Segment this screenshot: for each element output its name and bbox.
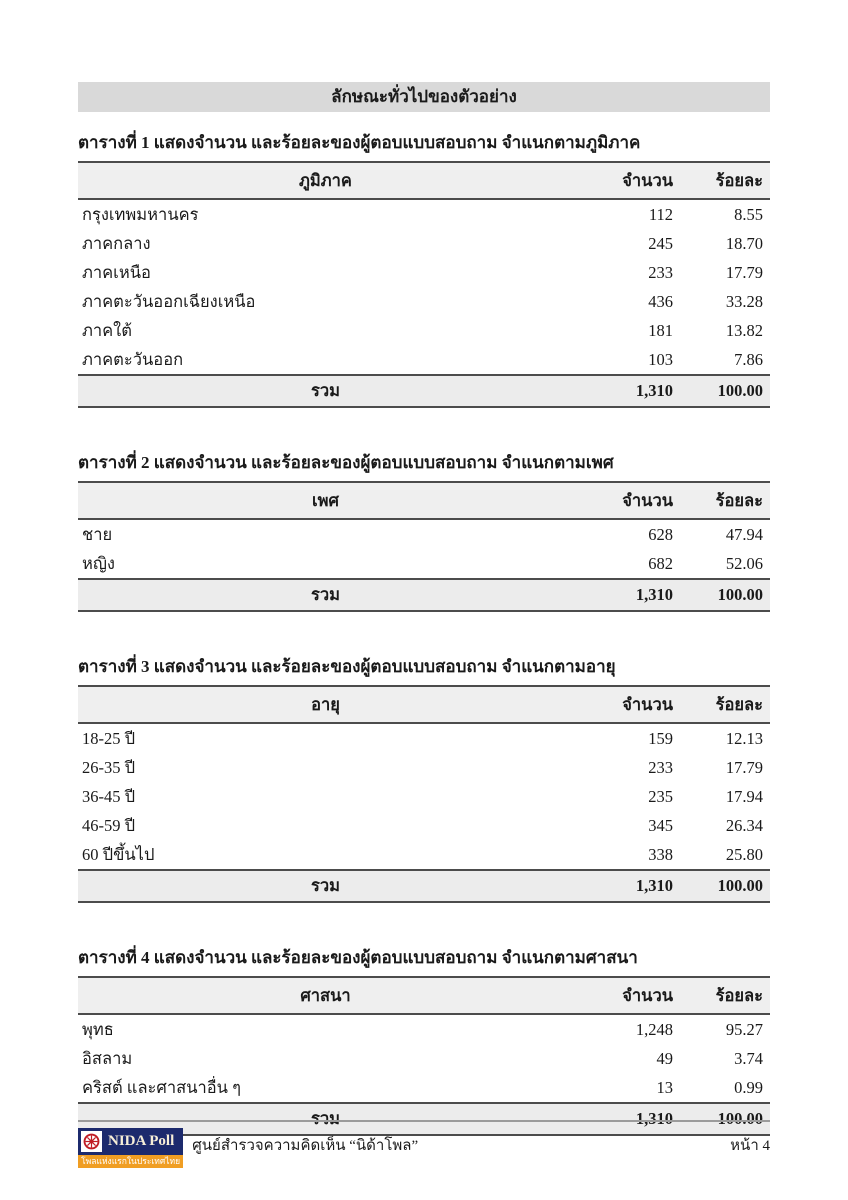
nida-poll-logo-main bbox=[78, 1128, 183, 1155]
column-header-count: จำนวน bbox=[573, 686, 673, 723]
column-header-count: จำนวน bbox=[573, 977, 673, 1014]
data-table bbox=[78, 976, 770, 1136]
table-row bbox=[78, 1073, 770, 1103]
column-header-percent: ร้อยละ bbox=[673, 482, 770, 519]
total-label: รวม bbox=[78, 870, 573, 902]
row-percent: 33.28 bbox=[725, 291, 763, 311]
row-label: ภาคตะวันออก bbox=[82, 349, 184, 369]
row-label: ชาย bbox=[82, 524, 113, 544]
nida-poll-logo bbox=[78, 1128, 183, 1168]
data-table bbox=[78, 481, 770, 612]
section-header-bar: ลักษณะทั่วไปของตัวอย่าง bbox=[78, 82, 770, 112]
row-percent: 13.82 bbox=[725, 320, 763, 340]
row-label: อิสลาม bbox=[82, 1048, 133, 1068]
row-percent: 95.27 bbox=[725, 1019, 763, 1039]
page-content bbox=[0, 82, 848, 1136]
row-percent: 18.70 bbox=[725, 233, 763, 253]
table-block-1 bbox=[78, 132, 770, 408]
row-percent: 17.94 bbox=[725, 786, 763, 806]
table-title: ตารางที่ 2 แสดงจำนวน และร้อยละของผู้ตอบแบบสอบถาม จำแนกตามเพศ bbox=[78, 453, 614, 472]
row-count: 1,248 bbox=[635, 1019, 673, 1039]
row-label: 60 ปีขึ้นไป bbox=[82, 844, 155, 864]
table-header-row bbox=[78, 686, 770, 723]
column-header-label: เพศ bbox=[78, 482, 573, 519]
row-label: 36-45 ปี bbox=[82, 786, 136, 806]
column-header-label: อายุ bbox=[78, 686, 573, 723]
row-count: 13 bbox=[656, 1077, 673, 1097]
row-count: 159 bbox=[648, 728, 673, 748]
row-count: 436 bbox=[648, 291, 673, 311]
row-label: ภาคเหนือ bbox=[82, 262, 151, 282]
row-percent: 3.74 bbox=[734, 1048, 763, 1068]
row-label: 18-25 ปี bbox=[82, 728, 136, 748]
row-count: 181 bbox=[648, 320, 673, 340]
total-label: รวม bbox=[78, 579, 573, 611]
table-total-row bbox=[78, 375, 770, 407]
total-count: 1,310 bbox=[573, 375, 673, 407]
table-row bbox=[78, 287, 770, 316]
table-total-row bbox=[78, 870, 770, 902]
total-label: รวม bbox=[78, 1103, 573, 1135]
column-header-percent: ร้อยละ bbox=[673, 977, 770, 1014]
total-percent: 100.00 bbox=[673, 870, 770, 902]
total-percent: 100.00 bbox=[673, 375, 770, 407]
table-row bbox=[78, 199, 770, 229]
row-percent: 47.94 bbox=[725, 524, 763, 544]
table-title: ตารางที่ 3 แสดงจำนวน และร้อยละของผู้ตอบแบบสอบถาม จำแนกตามอายุ bbox=[78, 657, 616, 676]
table-row bbox=[78, 549, 770, 579]
data-table bbox=[78, 685, 770, 903]
row-percent: 52.06 bbox=[725, 553, 763, 573]
row-label: หญิง bbox=[82, 553, 115, 573]
row-percent: 7.86 bbox=[734, 349, 763, 369]
row-percent: 17.79 bbox=[725, 262, 763, 282]
table-block-3 bbox=[78, 656, 770, 903]
total-count: 1,310 bbox=[573, 579, 673, 611]
tables-container bbox=[78, 132, 770, 1136]
row-percent: 17.79 bbox=[725, 757, 763, 777]
table-row bbox=[78, 258, 770, 287]
total-percent: 100.00 bbox=[673, 1103, 770, 1135]
column-header-count: จำนวน bbox=[573, 482, 673, 519]
row-count: 103 bbox=[648, 349, 673, 369]
table-row bbox=[78, 519, 770, 549]
row-label: ภาคกลาง bbox=[82, 233, 151, 253]
page-number-label: หน้า 4 bbox=[730, 1138, 770, 1154]
row-percent: 25.80 bbox=[725, 844, 763, 864]
row-percent: 0.99 bbox=[734, 1077, 763, 1097]
table-row bbox=[78, 345, 770, 375]
total-count: 1,310 bbox=[573, 870, 673, 902]
nida-poll-logo-text: NIDA Poll bbox=[108, 1133, 175, 1149]
footer-organization-text: ศูนย์สำรวจความคิดเห็น “นิด้าโพล” bbox=[192, 1138, 419, 1154]
table-row bbox=[78, 840, 770, 870]
row-count: 628 bbox=[648, 524, 673, 544]
table-total-row bbox=[78, 579, 770, 611]
table-title: ตารางที่ 4 แสดงจำนวน และร้อยละของผู้ตอบแบบสอบถาม จำแนกตามศาสนา bbox=[78, 948, 638, 967]
row-count: 233 bbox=[648, 757, 673, 777]
table-header-row bbox=[78, 482, 770, 519]
row-label: ภาคตะวันออกเฉียงเหนือ bbox=[82, 291, 256, 311]
table-header-row bbox=[78, 977, 770, 1014]
table-row bbox=[78, 753, 770, 782]
table-row bbox=[78, 229, 770, 258]
row-count: 682 bbox=[648, 553, 673, 573]
total-count: 1,310 bbox=[573, 1103, 673, 1135]
row-count: 245 bbox=[648, 233, 673, 253]
column-header-label: ภูมิภาค bbox=[78, 162, 573, 199]
table-block-2 bbox=[78, 452, 770, 612]
row-label: 26-35 ปี bbox=[82, 757, 136, 777]
table-row bbox=[78, 782, 770, 811]
total-label: รวม bbox=[78, 375, 573, 407]
row-count: 235 bbox=[648, 786, 673, 806]
table-row bbox=[78, 316, 770, 345]
row-percent: 8.55 bbox=[734, 204, 763, 224]
row-label: กรุงเทพมหานคร bbox=[82, 204, 199, 224]
row-percent: 26.34 bbox=[725, 815, 763, 835]
row-count: 345 bbox=[648, 815, 673, 835]
row-label: 46-59 ปี bbox=[82, 815, 136, 835]
total-percent: 100.00 bbox=[673, 579, 770, 611]
footer-row bbox=[78, 1128, 770, 1168]
column-header-label: ศาสนา bbox=[78, 977, 573, 1014]
column-header-count: จำนวน bbox=[573, 162, 673, 199]
row-label: ภาคใต้ bbox=[82, 320, 132, 340]
row-percent: 12.13 bbox=[725, 728, 763, 748]
table-title: ตารางที่ 1 แสดงจำนวน และร้อยละของผู้ตอบแบบสอบถาม จำแนกตามภูมิภาค bbox=[78, 133, 641, 152]
row-label: พุทธ bbox=[82, 1019, 114, 1039]
page-footer bbox=[78, 1120, 770, 1168]
table-row bbox=[78, 811, 770, 840]
footer-divider bbox=[78, 1120, 770, 1122]
column-header-percent: ร้อยละ bbox=[673, 162, 770, 199]
row-label: คริสต์ และศาสนาอื่น ๆ bbox=[82, 1077, 241, 1097]
row-count: 49 bbox=[656, 1048, 673, 1068]
nida-emblem-icon bbox=[81, 1131, 102, 1152]
table-row bbox=[78, 1014, 770, 1044]
table-block-4 bbox=[78, 947, 770, 1136]
row-count: 112 bbox=[648, 204, 673, 224]
table-row bbox=[78, 1044, 770, 1073]
table-header-row bbox=[78, 162, 770, 199]
column-header-percent: ร้อยละ bbox=[673, 686, 770, 723]
table-row bbox=[78, 723, 770, 753]
data-table bbox=[78, 161, 770, 408]
nida-poll-logo-tagline: โพลแห่งแรกในประเทศไทย bbox=[78, 1155, 183, 1168]
row-count: 338 bbox=[648, 844, 673, 864]
row-count: 233 bbox=[648, 262, 673, 282]
